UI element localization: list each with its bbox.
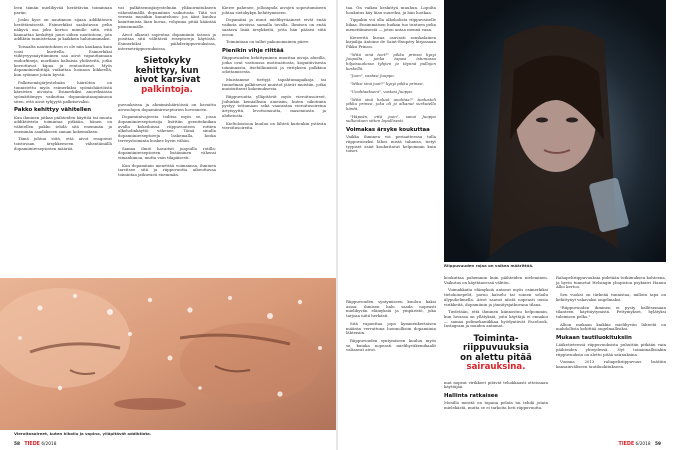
pull-quote-line: Sietokyky	[143, 56, 191, 67]
body-paragraph: Kun dopamiinin menettää voimaansa, ihminen tarvitsee sitä ja riippuvuutta aiheuttavaa toimintaa jatkuvasti enemmän.	[118, 162, 216, 178]
section-heading: Mukaan tautiluokituksiin	[556, 335, 632, 342]
left-photo-caption: Vieroitusoireet, kuten hikoilu ja vapina, ylläpitävät addiktiota.	[14, 431, 152, 436]
pull-quote-line: on alettu pitää	[460, 352, 532, 363]
pull-quote	[120, 57, 214, 95]
body-paragraph: Riippuvuuden syntymiseen kuuluu kaksi asiaa: ihmisen halu saada nopeasti mielihyvän elämyksiä ja ympäristö, joka tarjoaa niitä herkästi.	[346, 299, 436, 319]
body-paragraph: "Mitä sinä teet?" pikku prinssi kysyi Juopolta, jonka tapasi istumassa hiljaisuudessa tyhjien ja täynnä pullojen keskellä.	[346, 51, 436, 71]
body-paragraph: Aivot alkavat sopeutua dopamiinin tasoon ja posittaa sitä välittäviä reseptoreja käytöstä. Esimerkiksi päihderiippuvuuksissa, internetriippuvuuksissa.	[118, 31, 216, 51]
body-paragraph: "Riippuvuuden ihminen ei pysty hallitsemaan tilanteen käyttäytymistä. Pettymykset, hylätyksi tulemisen pelko."	[556, 304, 666, 319]
body-paragraph: Tippakin voi olla alkoholista riippuvaiselle liikaa. Ensimmäisen huikan tuo tuntuen pelin menettämisestä — joten antaa mennä vaan.	[346, 17, 436, 32]
left-column-3	[222, 6, 326, 134]
body-paragraph: koukuttaa pahemmin kuin päihteiden nieleminen. Vaikutus on käyttäneessä välitön.	[444, 275, 548, 285]
body-paragraph: Monilla meistä on tapana pelata tai tehdä jotain mielekästä, mutta se ei tarkoita heti riippuvuutta.	[444, 400, 548, 410]
woman-in-dark-photo	[444, 0, 666, 262]
magazine-brand: TIEDE	[618, 442, 635, 447]
body-paragraph: leen tämän mielihyvää herättävän toiminnan pariin.	[14, 5, 112, 15]
pull-quote	[446, 335, 546, 373]
body-paragraph: "Unohtaakseni", vastasi Juoppo.	[350, 88, 414, 94]
right-page	[338, 0, 674, 450]
right-column-1	[346, 6, 436, 157]
body-paragraph: Voimakkaita elämyksiä antavat myös esimerkiksi tietokonepelit, porno katselu tai somen selailu älypuhelimella. Aivot saavat niistä nopeasti uusia virikkeitä, dopamiinin ja jännitysjatkuvana tilana.	[444, 287, 548, 307]
body-paragraph: Muistamme tiettyjä tapahtumapaikoja tai tunnelman palkitsevat muistot jäävät muistiin, jotka muistuttavat kokemuksesta.	[222, 76, 326, 92]
section-heading: Hallinta ratkaisee	[444, 393, 499, 400]
body-paragraph: mat nopeat virikkeet pitävät tehokkaasti otteissaan käyttäjää.	[444, 379, 548, 390]
sweating-person-photo	[0, 278, 336, 430]
body-paragraph: vat palkitsemisjärjestelmän ylikuormitukseen vähentämällä dopamiinin vaikutusta. Tätä voi verrata musiikin kuunteluun: jos äänt kuuluu kaiuttimista liian kovaa, vohymna pitää kääntää pienemmälle.	[118, 5, 216, 29]
section-heading: Pakko kehittyy vähitellen	[14, 107, 92, 114]
pull-quote-line: aivot karsivat	[133, 75, 201, 86]
body-paragraph: Sen vuoksi on tärkeää tunnistaa, milloin tapa on kehittynyt vakavaksi ongelmaksi.	[556, 292, 666, 302]
body-paragraph: Vuonna 2013 rahapeliriippuvuus lisättiin kansainväliseen tautiluokitukseen.	[556, 359, 666, 370]
body-paragraph: Alhon mukaan kaikkia mielihyvän lähteitä on mahdollista kehittää ongelmallisiksi.	[556, 321, 666, 332]
body-paragraph: "Miksi sinä juot?" kysyi pikku prinssi.	[350, 81, 424, 87]
body-paragraph: "Mitä sinä haluat unohtaa?" tiedusteli pikku prinssi, joka oli jo alkanut surkutella häntä.	[346, 96, 436, 111]
left-page	[0, 0, 336, 450]
face-closeup-illustration	[0, 278, 336, 430]
body-paragraph: Samaa ilmiö havaitsit juopoilla rotilla: dopamiinireseptorien lisääminen vähensi viinanhimoa, mutta vain tilapäisesti.	[118, 145, 216, 160]
body-paragraph: Toisaalta nautintoksen ei ole niin kaukana kuin voisi kuvitella. Esimerkiksi viihtyvyysnäyttäminen saa aivot vapauttamaan endorfiineja, morfiinin kaltaisia yhdisteitä, jotka kerrottavat kipua ja rentouttavat. Myös dopamiinivälittäjä vaikuttaa luonnon liikkeellä, kun syömme jotain hyvää.	[14, 43, 112, 78]
body-paragraph: taa. On vaikea keskittyä muuhun. Lopulta houkutus käy liian suureksi, ja hän luotkaa.	[346, 5, 436, 15]
body-paragraph: Riippuvuuden kehittyminen muuttaa aivoja alueilla, jotka ovat vastuussa motivaatiosta, kognitiivisesta toiminnasta, itsehillinnästä ja virityksen palkkion odottamisesta.	[222, 55, 326, 75]
body-paragraph: Kierre pahenee, jolloinpula aivojen sopeutumiseen johtaa sietokykyn kehittymiseen.	[222, 5, 326, 15]
body-paragraph: "Juon", vastasi Juoppo.	[350, 73, 395, 79]
pull-quote-line: riippuvuuksia	[463, 343, 529, 354]
pull-quote-line: Toiminta-	[473, 334, 519, 345]
body-paragraph: Kierrettä kuvaa osuvasti ranskalainen kirjailija Antoine de Saint-Exupéry kirjassaan Pikku Prinssi.	[346, 34, 436, 49]
right-column-3	[444, 276, 548, 414]
body-paragraph: Lääketieteessä riippuvuuksista puhuttiin pitkään vain päihteiden yhteydessä. Nyt toiminnallisiakin riippuvuuksia on alettu pitää sairauksina.	[556, 342, 666, 357]
body-paragraph: Tiedetään, että ihminen kiinnostuu helpommin, kun luvassa on yllätyksiä, joita käyttäjä ei ennakoi — samaa pelimekaniikkaa hyödyntävät Facebook, Instagram ja muiden antamat.	[444, 309, 548, 329]
body-paragraph: Kieltoloistoon kuuluu on lähteä kuitenkin ystävän vieroitusoireita.	[222, 120, 326, 131]
body-paragraph: Palkitsemisjärjestelmän häiriötön on tunnistettu myös esimerkiksi syömishäiriöistä kärsivien aivoista. Esimerkiksi anoreksiassa syömättömyys vaikuttaa dopamiinitasapainoon siten, että aivot tyhjyytä palkitsevaksi.	[14, 79, 112, 104]
left-column-1	[14, 6, 112, 154]
page-number: 59	[655, 442, 661, 447]
pull-quote-line: kehittyy, kun	[135, 65, 199, 76]
left-column-2	[118, 6, 216, 181]
magazine-brand: TIEDE	[24, 442, 40, 447]
pull-quote-accent: palkintoja.	[141, 84, 193, 95]
woman-portrait-illustration	[444, 0, 666, 262]
pull-quote-accent: sairauksina.	[466, 362, 526, 373]
body-paragraph: Tämä johtuu siitä, että aivot reagoivat toistuvaan ärsykkeeseen vähentämällä dopamiinireseptorien määrää.	[14, 136, 112, 151]
right-photo-caption: Riippuvuuden rajaa on vaikea määrittää.	[444, 263, 534, 268]
body-paragraph: puvuuksissa ja ahmimishäiriöissä on havaittu aivosolujen dopamiinireseptorien hovenneen.	[118, 101, 216, 112]
issue-number: 6/2018	[41, 442, 57, 447]
body-paragraph: Dopamiinivajeesta toditsa myös se, jossa dopamiinireseptorisija lisättiin geeniteknikan avulla kokeiluissa riippuvuuteen rottien alkoholinkäyttö vähenee. Tämä sinulla dopamiinireseptoreja laskemalla, koska terveystoiminta koskee hyvin vähän.	[118, 114, 216, 143]
body-paragraph: Riippuvuuden syntymiseen kuuluu myös se, kuinka nopeasti mielihyväkemikaalit valtaavat aivot.	[346, 337, 436, 353]
right-footer	[619, 442, 664, 447]
body-paragraph: Toimintaan on tullut pakonomainen piirre.	[226, 39, 310, 45]
section-heading: Voimakas ärsyke koukuttaa	[346, 127, 430, 134]
right-column-2	[346, 300, 436, 356]
body-paragraph: Josku kyse on nautinnon sijaan addiktiosen herättämisestä. Esimerkiksi saalistavan pelin näkyvä osa joku kertoo minulle siitä, että kannattaa keskittyä juuri siihen nautintoon, jota addiktin tunnistetaan ja kaikkein halutuimmaksi.	[14, 17, 112, 42]
page-number: 58	[14, 442, 20, 447]
body-paragraph: Rahapeliriippuvuuksia pidetään tutkimuksen kohteena, ja hyvin tunnetut Helsingin yliopiston psykiatri Hannu Alho kertoo.	[556, 275, 666, 290]
body-paragraph: Kun ihminen jatkaa päihteiden käyttöä tai muuta addiktiivista toimintaa pitkään, hänen on vähitellen pakko tehdä sitä enemmän ja enemmän saadakseen saman kokemuksen.	[14, 114, 112, 134]
right-column-4	[556, 276, 666, 373]
left-footer	[14, 442, 56, 447]
body-paragraph: Riippuvuutta ylläpitävät myös vieroitusoireet. Joihinkin kemiallisiin aineisiin, kuten nikotiinin pystyy tottumaan sekä vaarantaa vieroitusoireina ärtyisyyttä, levottomuutta, masennusta ja ahdistusta.	[222, 94, 326, 118]
body-paragraph: Sitä vapauttaa jopa kymmenkertaisen määrän verrattuna luonnollisiin dopamiinin lähteisiin.	[346, 320, 436, 336]
body-paragraph: "Häpeän, että juon", sanoi Juoppo sulkeutuen sitten lopullisesti.	[346, 113, 436, 124]
issue-number: 6/2018	[635, 442, 651, 447]
body-paragraph: Dopamiini ja muut mielihyväaineet eivät enää vaikuta aivoissa samalla tavalla. Ihmisen on enää saatava lisää ärsykkeitä, jotta hän pääsisi siitä eroon.	[222, 17, 326, 37]
body-paragraph: Vaikka ihminen voi periaatteessa tulla riippuvaiseksi lähes mistä tahansa, tietyt tyypiset asiat koukuttavat helpommin kuin toiset.	[346, 134, 436, 154]
section-heading: Pienikin vihje riittää	[222, 47, 284, 54]
